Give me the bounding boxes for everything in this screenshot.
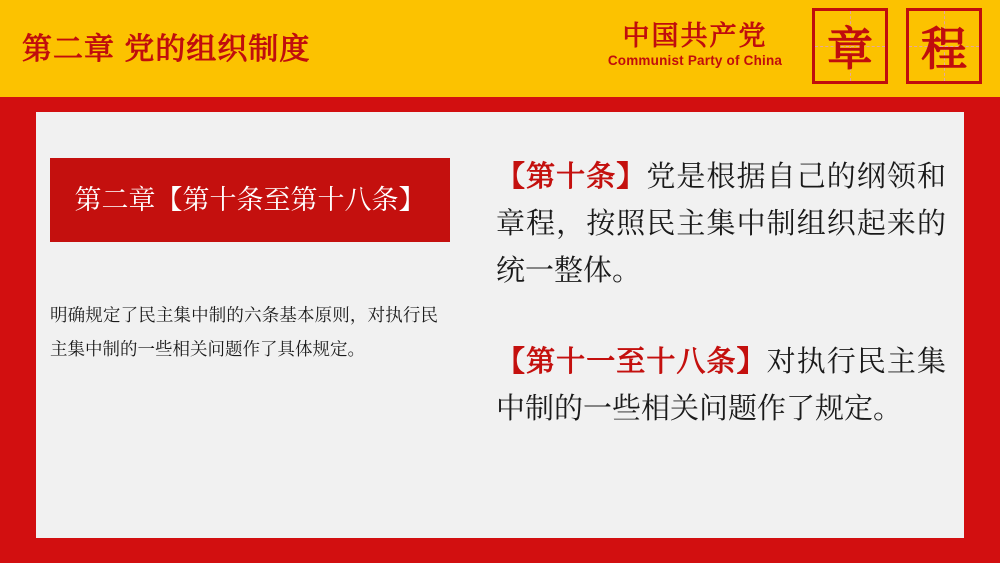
seal-char-box-zhang [812, 8, 888, 84]
brand-name-en: Communist Party of China [607, 53, 783, 68]
left-column [36, 112, 456, 538]
article-label: 【第十条】 [496, 161, 647, 193]
brand-name-cn: 中国共产党 [622, 21, 768, 51]
chapter-summary-text: 明确规定了民主集中制的六条基本原则，对执行民主集中制的一些相关问题作了具体规定。 [50, 305, 438, 359]
article-block [496, 154, 946, 295]
article-text: 对执行民主集中制的一些相关问题作了规定。 [496, 346, 946, 425]
content-card [36, 112, 964, 538]
page-title: 第二章 党的组织制度 [22, 33, 311, 66]
seal-char-cheng: 程 [921, 24, 967, 75]
chapter-range-banner [50, 158, 450, 242]
seal-char-box-cheng [906, 8, 982, 84]
right-column [476, 112, 946, 538]
chapter-range-text: 第二章【第十条至第十八条】 [74, 185, 426, 215]
slide-header [0, 0, 1000, 97]
article-block [496, 339, 946, 433]
seal-char-zhang: 章 [827, 24, 873, 75]
brand-block [600, 20, 790, 70]
article-text: 党是根据自己的纲领和章程，按照民主集中制组织起来的统一整体。 [496, 161, 946, 287]
article-label: 【第十一至十八条】 [496, 346, 767, 378]
